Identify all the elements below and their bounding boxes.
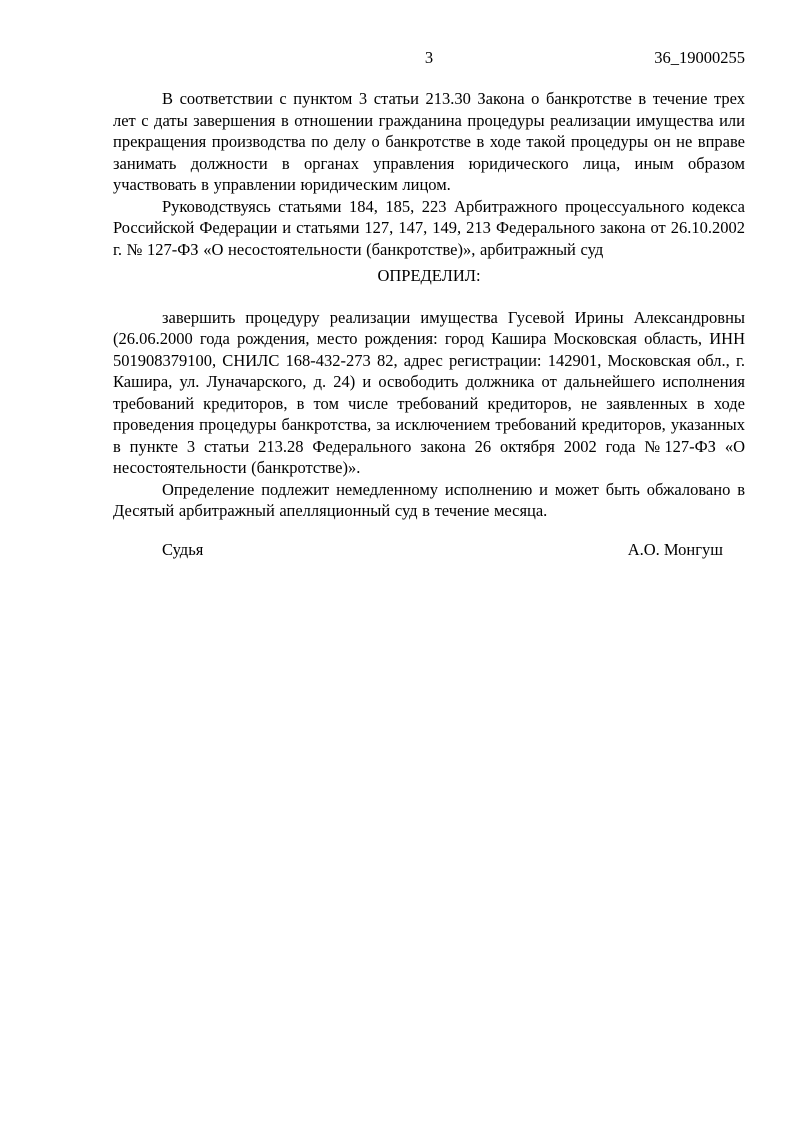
judge-role-label: Судья bbox=[162, 539, 204, 559]
page-number: 3 bbox=[424, 48, 434, 67]
document-content bbox=[113, 47, 745, 560]
paragraph-guided-by-articles: Руководствуясь статьями 184, 185, 223 Арбитражного процессуального кодекса Российской Федерации и статьями 127, 147, 149, 213 Федерального закона от 26.10.2002 г. № 127-ФЗ «О несостоятельности (банкротстве)», арбитражный суд bbox=[113, 196, 745, 259]
judge-name: А.О. Монгуш bbox=[627, 539, 723, 559]
signature-row bbox=[113, 539, 745, 561]
page-header bbox=[113, 47, 745, 69]
paragraph-appeal-terms: Определение подлежит немедленному исполнению и может быть обжаловано в Десятый арбитражный апелляционный суд в течение месяца. bbox=[113, 479, 745, 520]
case-number: 36_19000255 bbox=[654, 48, 745, 67]
paragraph-ruling-complete-procedure: завершить процедуру реализации имущества Гусевой Ирины Александровны (26.06.2000 года рождения, место рождения: город Кашира Московская область, ИНН 501908379100, СНИЛС 168-432-273 82, адрес регистрации: 142901, Московская обл., г. Кашира, ул. Луначарского, д. 24) и освободить должника от дальнейшего исполнения требований кредиторов, в том числе требований кредиторов, не заявленных в ходе проведения процедуры банкротства, за исключением требований кредиторов, указанных в пункте 3 статьи 213.28 Федерального закона 26 октября 2002 года №127-ФЗ «О несостоятельности (банкротстве)». bbox=[113, 307, 745, 477]
paragraph-bankruptcy-law-consequences: В соответствии с пунктом 3 статьи 213.30 Закона о банкротстве в течение трех лет с даты завершения в отношении гражданина процедуры реализации имущества или прекращения производства по делу о банкротстве в ходе такой процедуры он не вправе занимать должности в органах управления юридического лица, иным образом участвовать в управлении юридическим лицом. bbox=[113, 89, 745, 194]
ruling-heading: ОПРЕДЕЛИЛ: bbox=[377, 266, 481, 285]
